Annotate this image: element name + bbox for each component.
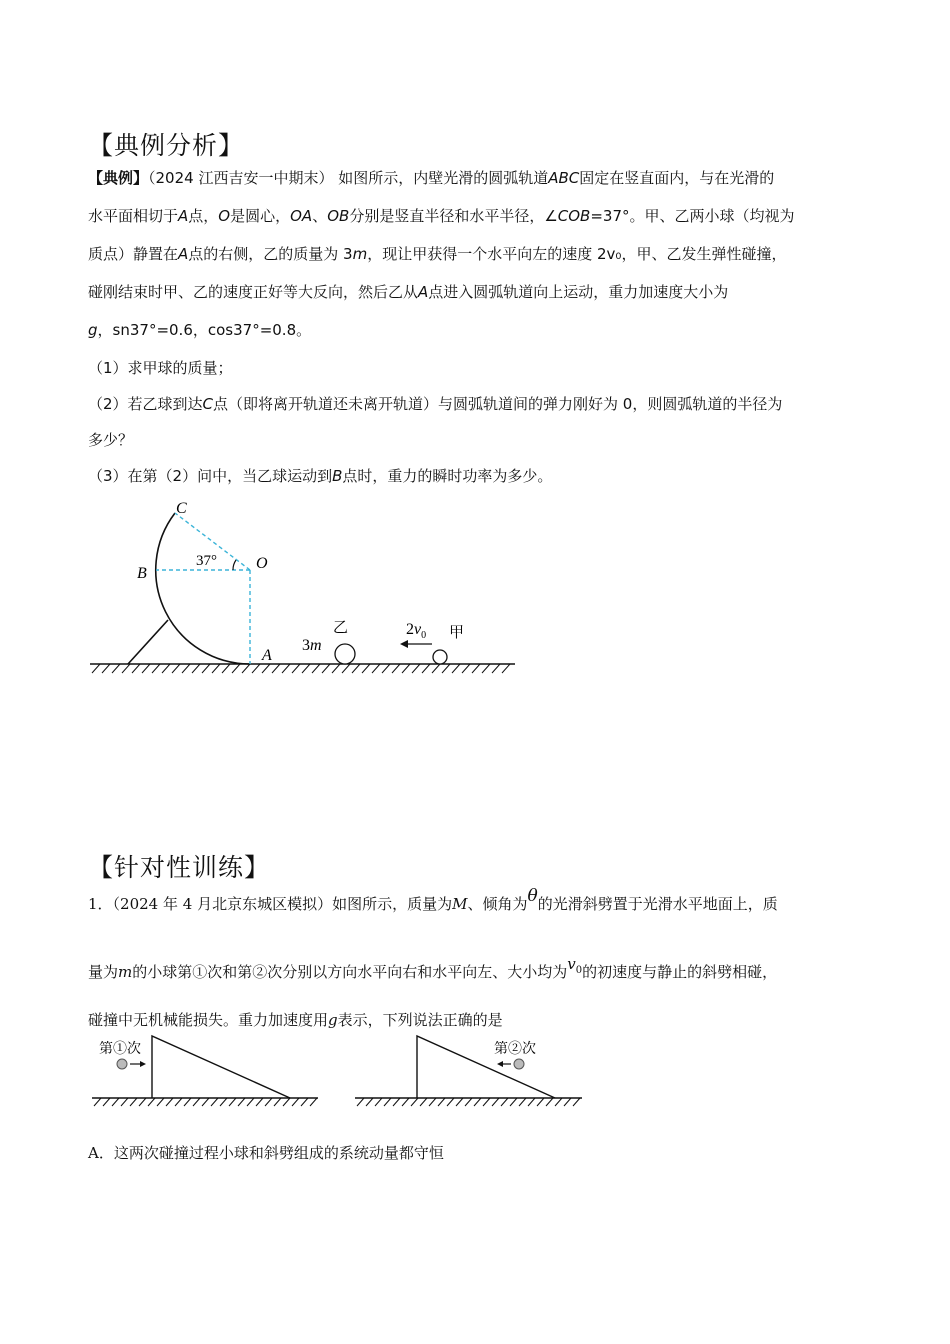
example-tag: 【典例】 bbox=[88, 169, 149, 187]
label-second-collision: 第②次 bbox=[494, 1042, 536, 1057]
question-1: （1）求甲球的质量； bbox=[88, 359, 233, 377]
label-a: A bbox=[262, 647, 272, 664]
ground-hatching-1 bbox=[94, 1098, 317, 1106]
label-yi: 乙 bbox=[333, 620, 349, 636]
ball-1 bbox=[117, 1059, 127, 1069]
section-title-targeted-training: 【针对性训练】 bbox=[88, 853, 271, 882]
ball-yi bbox=[335, 644, 355, 664]
section-title-example-analysis: 【典例分析】 bbox=[88, 131, 245, 160]
example-line-4: 碰刚结束时甲、乙的速度正好等大反向，然后乙从A点进入圆弧轨道向上运动，重力加速度大小为 bbox=[88, 283, 729, 301]
question-3: （3）在第（2）问中，当乙球运动到B点时，重力的瞬时功率为多少。 bbox=[88, 467, 553, 485]
figure-wedge-collisions bbox=[0, 1030, 950, 1110]
training-line-2: 量为m的小球第①次和第②次分别以方向水平向右和水平向左、大小均为$v_0$的初速度与静止的斜劈相碰， bbox=[88, 955, 778, 981]
ground-hatching bbox=[92, 664, 510, 673]
example-source: （2024 江西吉安一中期末） bbox=[148, 169, 334, 187]
example-line-5: g，sn37°=0.6，cos37°=0.8。 bbox=[88, 321, 312, 339]
label-c: C bbox=[176, 500, 187, 517]
label-jia: 甲 bbox=[449, 625, 465, 641]
mass-label: 3m bbox=[302, 637, 322, 654]
example-line-1: 【典例】（2024 江西吉安一中期末） 如图所示，内壁光滑的圆弧轨道ABC固定在竖直面内，与在光滑的 bbox=[88, 169, 775, 187]
example-line-2: 水平面相切于A点，O是圆心，OA、OB分别是竖直半径和水平半径，∠COB=37°。甲、乙两小球（均视为 bbox=[88, 207, 795, 225]
arrow-right-head bbox=[140, 1061, 146, 1067]
angle-label: 37° bbox=[196, 553, 217, 569]
training-line-3: 碰撞中无机械能损失。重力加速度用g表示，下列说法正确的是 bbox=[88, 1011, 503, 1029]
label-o: O bbox=[256, 555, 268, 572]
example-line-3: 质点）静置在A点的右侧，乙的质量为 3m，现让甲获得一个水平向左的速度 2v₀，甲、乙发生弹性碰撞， bbox=[88, 245, 787, 263]
wedge-1 bbox=[152, 1036, 290, 1098]
label-first-collision: 第①次 bbox=[99, 1042, 141, 1057]
ball-2 bbox=[514, 1059, 524, 1069]
ball-jia bbox=[433, 650, 447, 664]
training-line-1: 1．（2024 年 4 月北京东城区模拟）如图所示，质量为M、倾角为θ的光滑斜劈置于光滑水平地面上，质 bbox=[88, 886, 778, 913]
velocity-arrowhead bbox=[400, 640, 408, 648]
label-b: B bbox=[137, 565, 147, 582]
option-a: A．这两次碰撞过程小球和斜劈组成的系统动量都守恒 bbox=[88, 1144, 444, 1162]
question-2-line-2: 多少？ bbox=[88, 431, 134, 449]
arc-track-abc bbox=[156, 513, 250, 664]
dashed-radii bbox=[156, 513, 250, 664]
question-2-line-1: （2）若乙球到达C点（即将离开轨道还未离开轨道）与圆弧轨道间的弹力刚好为 0，则圆弧轨道的半径为 bbox=[88, 395, 783, 413]
arrow-left-head bbox=[497, 1061, 503, 1067]
ground-hatching-2 bbox=[357, 1098, 580, 1106]
figure-circular-track bbox=[0, 490, 950, 690]
support-strut bbox=[128, 620, 168, 664]
angle-arc bbox=[233, 560, 236, 570]
velocity-label: $2v_0$ bbox=[406, 621, 427, 641]
